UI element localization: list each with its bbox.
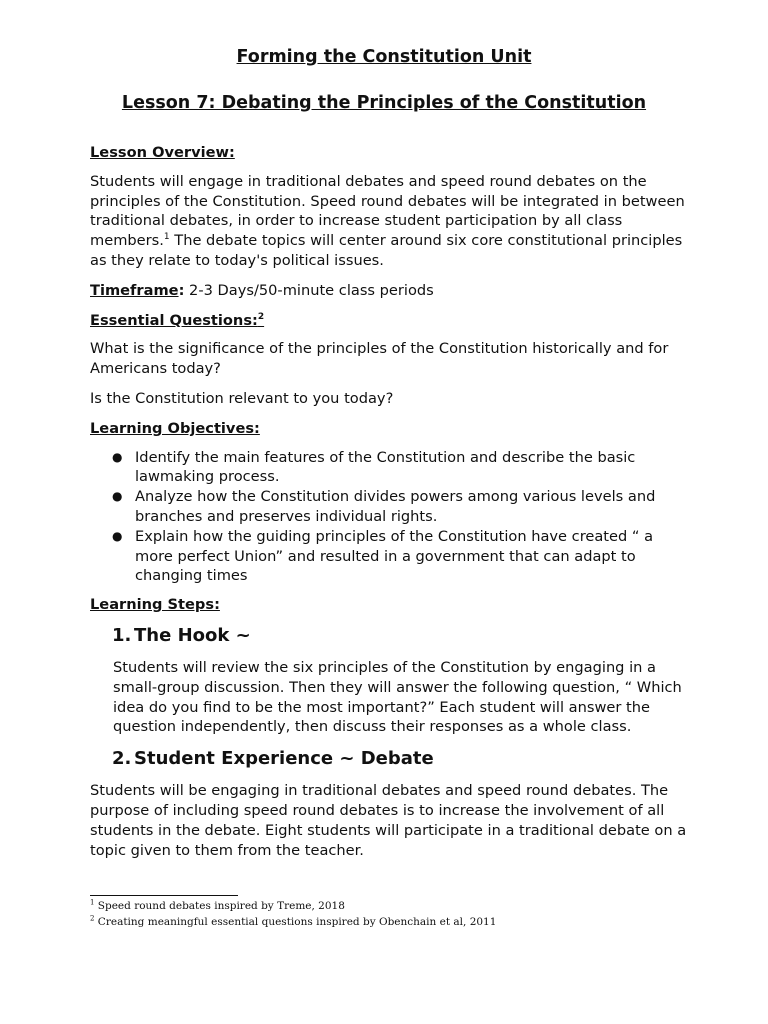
objective-text: Identify the main features of the Constitution and describe the basic lawmaking process. <box>135 448 636 486</box>
learning-steps-heading: Learning Steps: <box>90 596 220 614</box>
step-1-heading <box>112 624 690 648</box>
step-number: 2. <box>112 748 132 770</box>
step-title: Student Experience ~ Debate <box>134 748 434 770</box>
learning-objectives-list <box>90 448 690 587</box>
step-2-heading <box>112 747 690 771</box>
step-1-text: Students will review the six principles of the Constitution by engaging in a small-group discussion. Then they will answer the following question, “ Which idea do you find to be the most important?” Each student will answer the question independently, then discuss their responses as a whole class. <box>113 658 682 736</box>
essential-questions-heading <box>90 311 690 331</box>
footnote-number: 2 <box>90 914 95 923</box>
footnote-1 <box>90 898 690 914</box>
essential-questions-label: Essential Questions: <box>90 311 258 329</box>
step-2-text: Students will be engaging in traditional debates and speed round debates. The purpose of including speed round debates is to increase the involvement of all students in the debate. Eight students will participate in a traditional debate on a topic given to them from the teacher. <box>90 782 687 859</box>
footnote-ref-1: 1 <box>163 232 170 243</box>
timeframe-label: Timeframe <box>90 281 179 299</box>
footnote-text: Creating meaningful essential questions inspired by Obenchain et al, 2011 <box>94 916 497 928</box>
essential-question-1: What is the significance of the principles of the Constitution historically and for Americans today? <box>90 340 669 378</box>
objective-text: Analyze how the Constitution divides powers among various levels and branches and preserves individual rights. <box>135 488 656 525</box>
timeframe <box>90 281 690 301</box>
step-number: 1. <box>112 624 132 646</box>
document-body <box>90 143 690 870</box>
essential-question-2: Is the Constitution relevant to you today? <box>90 389 394 407</box>
bullet-icon: ● <box>112 449 123 464</box>
list-item <box>90 487 690 527</box>
learning-objectives-heading: Learning Objectives: <box>90 419 260 437</box>
lesson-title: Lesson 7: Debating the Principles of the Constitution <box>121 93 647 113</box>
overview-text-part2: The debate topics will center around six core constitutional principles as they relate to today's political issues. <box>90 232 683 269</box>
footnote-text: Speed round debates inspired by Treme, 2018 <box>94 900 345 912</box>
footnotes <box>90 898 690 930</box>
step-title: The Hook ~ <box>134 624 251 646</box>
footnote-divider <box>90 895 238 896</box>
lesson-overview-text <box>90 172 690 271</box>
bullet-icon: ● <box>112 528 123 543</box>
footnote-ref-2: 2 <box>257 311 265 322</box>
timeframe-colon: : <box>178 281 185 299</box>
list-item <box>90 527 690 586</box>
list-item <box>90 448 690 488</box>
unit-title: Forming the Constitution Unit <box>236 47 532 67</box>
objective-text: Explain how the guiding principles of the Constitution have created “ a more perfect Union” and resulted in a government that can adapt to changing times <box>135 527 654 585</box>
timeframe-value: 2-3 Days/50-minute class periods <box>184 281 434 299</box>
lesson-overview-heading: Lesson Overview: <box>90 144 235 161</box>
footnote-number: 1 <box>90 898 95 907</box>
overview-text-part1: Students will engage in traditional debates and speed round debates on the principles of the Constitution. Speed round debates will be integrated in between traditional debates, in order to increase student participation by all class members. <box>90 172 685 250</box>
bullet-icon: ● <box>112 489 123 504</box>
footnote-2 <box>90 914 690 930</box>
